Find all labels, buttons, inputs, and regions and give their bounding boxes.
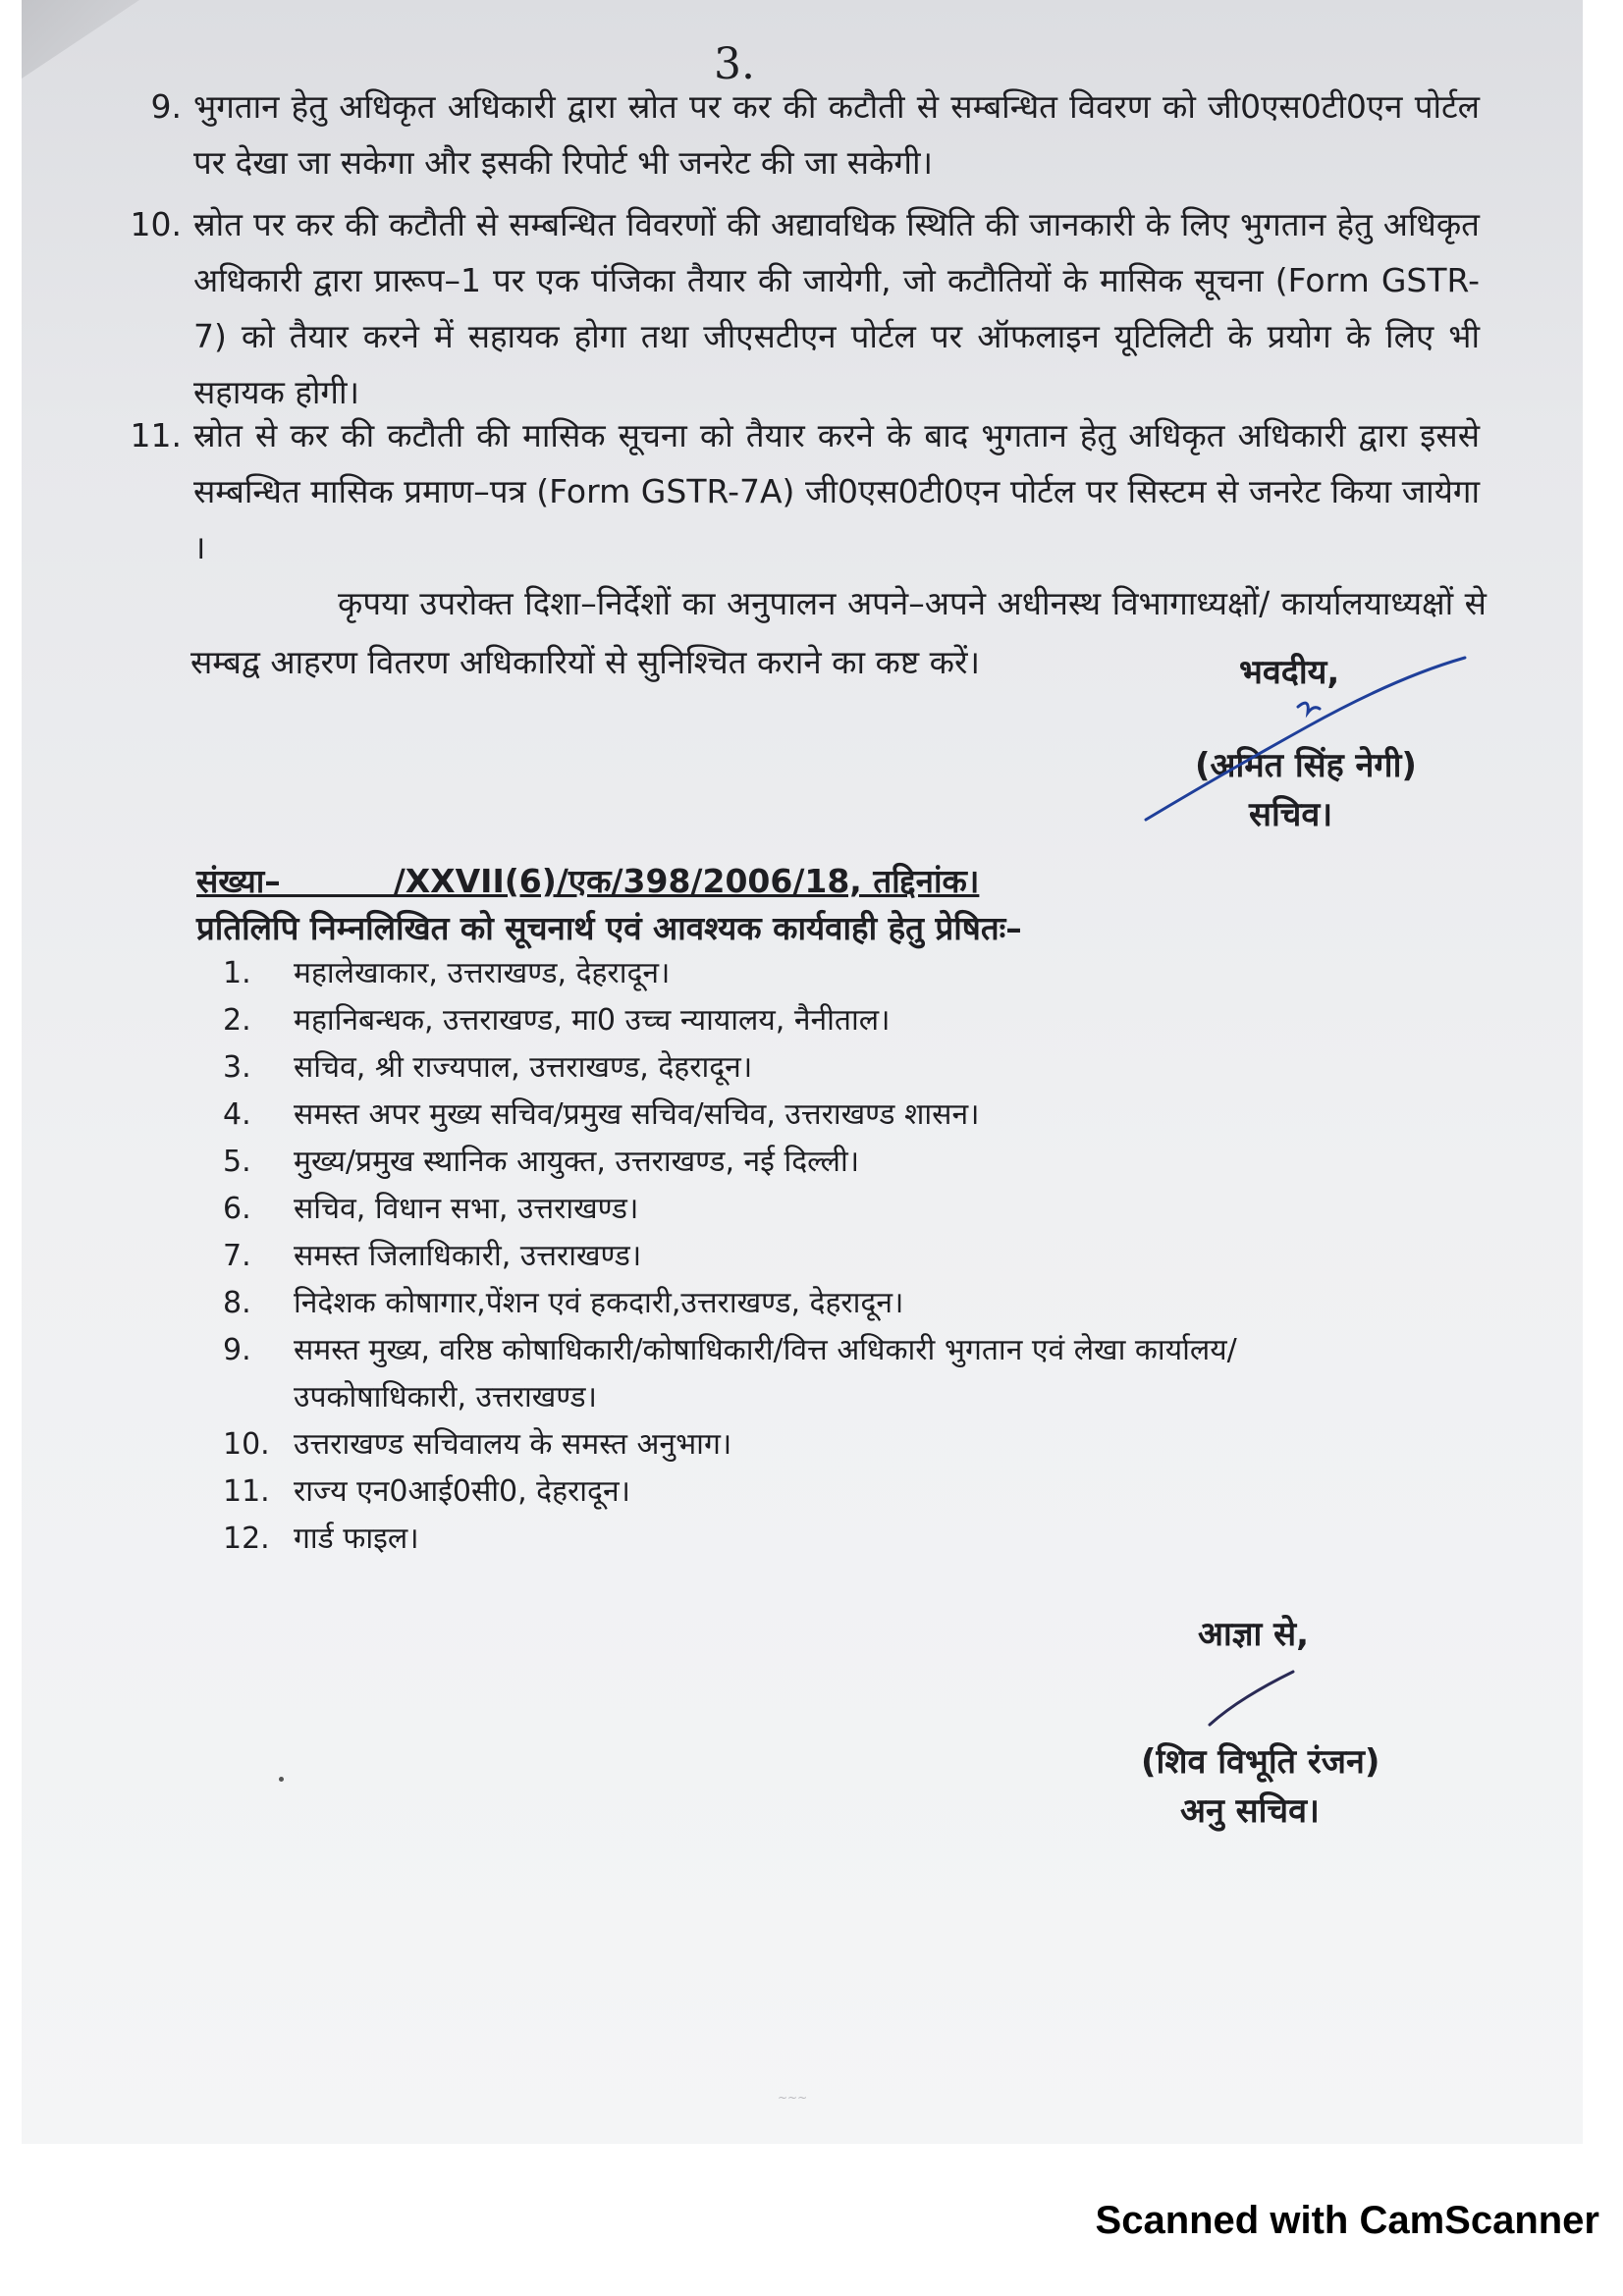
paragraph-9 — [150, 79, 1480, 190]
page-number: 3. — [714, 39, 755, 89]
list-item-text: उत्तराखण्ड सचिवालय के समस्त अनुभाग। — [294, 1427, 732, 1462]
list-item-text: गार्ड फाइल। — [294, 1522, 419, 1556]
list-item-text: निदेशक कोषागार,पेंशन एवं हकदारी,उत्तराखण्ड, देहरादून। — [294, 1286, 904, 1320]
list-item-text: समस्त जिलाधिकारी, उत्तराखण्ड। — [294, 1239, 642, 1273]
ink-speck — [279, 1777, 284, 1782]
list-item — [223, 950, 1352, 997]
list-item — [223, 1186, 1352, 1233]
list-item-text: समस्त अपर मुख्य सचिव/प्रमुख सचिव/सचिव, उत्तराखण्ड शासन। — [294, 1097, 980, 1132]
list-item-number: 9. — [223, 1333, 251, 1367]
list-item-text: सचिव, विधान सभा, उत्तराखण्ड। — [294, 1192, 639, 1226]
list-item-number: 1. — [223, 956, 251, 990]
closing-paragraph: कृपया उपरोक्त दिशा–निर्देशों का अनुपालन अपने–अपने अधीनस्थ विभागाध्यक्षों/ कार्यालयाध्यक्षों से सम्बद्व आहरण वितरण अधिकारियों से सुनिश्चित कराने का कष्ट करें। — [190, 584, 1487, 681]
paragraph-number: 11. — [130, 416, 182, 454]
reference-number: संख्या– /XXVII(6)/एक/398/2006/18, तद्दिनांक। — [196, 862, 980, 900]
paragraph-text: स्रोत पर कर की कटौती से सम्बन्धित विवरणों की अद्यावधिक स्थिति की जानकारी के लिए भुगतान हेतु अधिकृत अधिकारी द्वारा प्रारूप–1 पर एक पंजिका तैयार की जायेगी, जो कटौतियों के मासिक सूचना (Form GSTR-7) को तैयार करने में सहायक होगा तथा जीएसटीएन पोर्टल पर ऑफलाइन यूटिलिटी के प्रयोग के लिए भी सहायक होगी। — [193, 205, 1480, 411]
list-item-text: महालेखाकार, उत्तराखण्ड, देहरादून। — [294, 956, 671, 990]
list-item-number: 4. — [223, 1097, 251, 1132]
list-item — [223, 1233, 1352, 1280]
paragraph-11 — [130, 407, 1480, 575]
paragraph-text: भुगतान हेतु अधिकृत अधिकारी द्वारा स्रोत पर कर की कटौती से सम्बन्धित विवरण को जी0एस0टी0एन पोर्टल पर देखा जा सकेगा और इसकी रिपोर्ट भी जनरेट की जा सकेगी। — [193, 87, 1480, 182]
signatory-designation-1: सचिव। — [1249, 795, 1333, 834]
list-item-number: 10. — [223, 1427, 270, 1462]
signatory-name-1: (अमित सिंह नेगी) — [1195, 746, 1417, 785]
salutation-2: आज्ञा से, — [1198, 1615, 1310, 1654]
list-item — [223, 1327, 1352, 1421]
list-item-text: महानिबन्धक, उत्तराखण्ड, मा0 उच्च न्यायालय, नैनीताल। — [294, 1003, 891, 1038]
handwritten-signature-1 — [1141, 648, 1475, 844]
recipient-list — [223, 950, 1352, 1563]
list-item-number: 3. — [223, 1050, 251, 1085]
paragraph-text: स्रोत से कर की कटौती की मासिक सूचना को तैयार करने के बाद भुगतान हेतु अधिकृत अधिकारी द्वारा इससे सम्बन्धित मासिक प्रमाण–पत्र (Form GSTR-7A) जी0एस0टी0एन पोर्टल पर सिस्टम से जनरेट किया जायेगा । — [193, 416, 1480, 566]
list-item-text: मुख्य/प्रमुख स्थानिक आयुक्त, उत्तराखण्ड, नई दिल्ली। — [294, 1145, 860, 1179]
list-item — [223, 1139, 1352, 1186]
signatory-name-2: (शिव विभूति रंजन) — [1141, 1742, 1380, 1782]
list-item — [223, 1092, 1352, 1139]
copy-heading: प्रतिलिपि निम्नलिखित को सूचनार्थ एवं आवश्यक कार्यवाही हेतु प्रेषितः– — [196, 909, 1022, 947]
list-item-number: 5. — [223, 1145, 251, 1179]
signatory-designation-2: अनु सचिव। — [1180, 1791, 1320, 1831]
list-item-text: राज्य एन0आई0सी0, देहरादून। — [294, 1474, 630, 1509]
handwritten-signature-2 — [1205, 1664, 1303, 1733]
list-item — [223, 1044, 1352, 1092]
list-item-number: 8. — [223, 1286, 251, 1320]
list-item — [223, 997, 1352, 1044]
paragraph-number: 9. — [150, 87, 182, 126]
faint-stamp-mark: ~~~ — [778, 2091, 808, 2105]
list-item-number: 11. — [223, 1474, 270, 1509]
list-item-text: सचिव, श्री राज्यपाल, उत्तराखण्ड, देहरादून। — [294, 1050, 753, 1085]
list-item-text: समस्त मुख्य, वरिष्ठ कोषाधिकारी/कोषाधिकारी/वित्त अधिकारी भुगतान एवं लेखा कार्यालय/ उपकोषाधिकारी, उत्तराखण्ड। — [294, 1333, 1237, 1415]
salutation-1: भवदीय, — [1239, 653, 1340, 692]
list-item-number: 7. — [223, 1239, 251, 1273]
list-item — [223, 1516, 1352, 1563]
page-fold-corner — [22, 0, 139, 79]
paragraph-number: 10. — [130, 205, 182, 243]
list-item — [223, 1468, 1352, 1516]
list-item — [223, 1280, 1352, 1327]
list-item-number: 6. — [223, 1192, 251, 1226]
paragraph-10 — [130, 196, 1480, 420]
list-item-number: 12. — [223, 1522, 270, 1556]
list-item-number: 2. — [223, 1003, 251, 1038]
scanner-watermark: Scanned with CamScanner — [1095, 2199, 1599, 2242]
document-page — [22, 0, 1583, 2144]
list-item — [223, 1421, 1352, 1468]
